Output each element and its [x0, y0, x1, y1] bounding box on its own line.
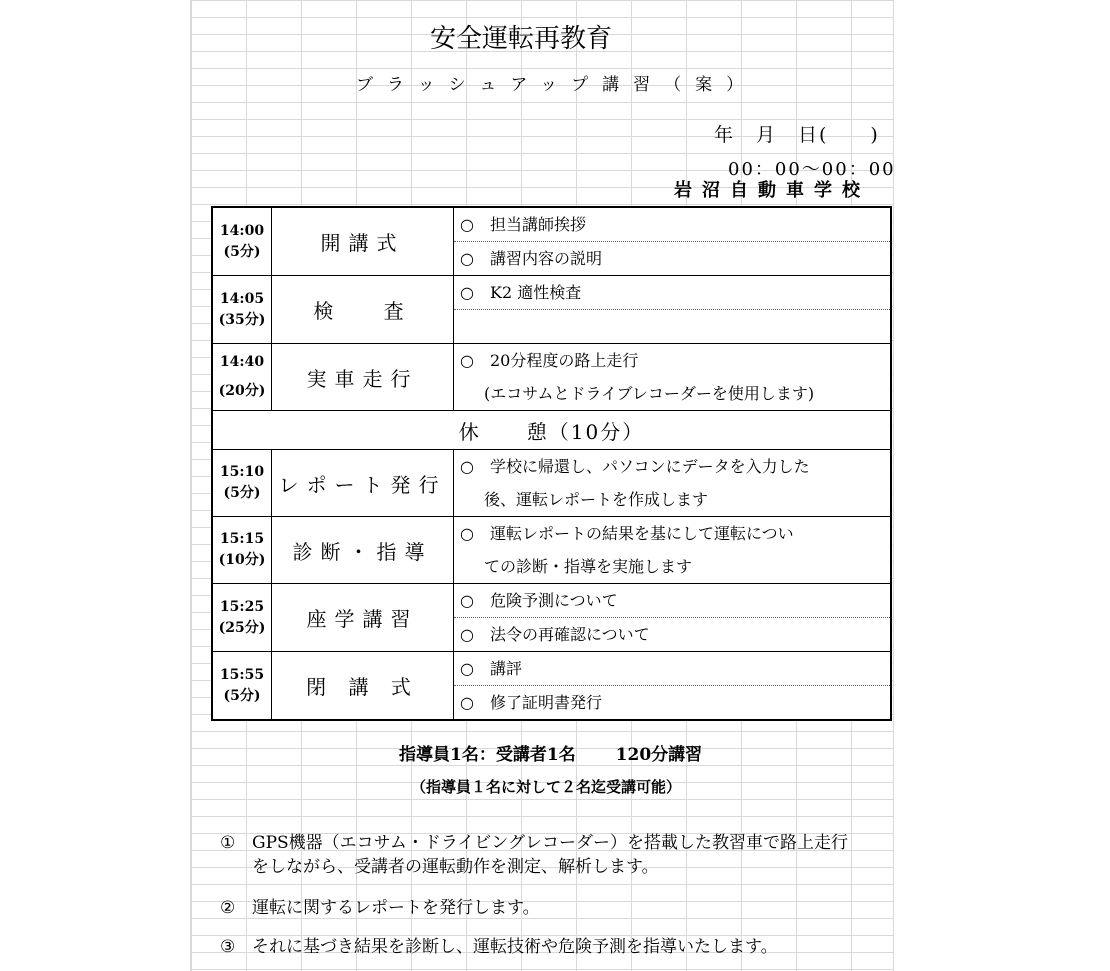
item-text: 講習内容の説明 — [490, 249, 603, 268]
items-cell — [454, 450, 892, 517]
circle-bullet: ○ — [460, 524, 474, 543]
row-duration: (35分) — [218, 311, 266, 328]
note-number: ① — [220, 833, 236, 853]
item-text: 20分程度の路上走行 — [490, 351, 639, 370]
time-cell — [212, 450, 272, 517]
items-cell — [454, 517, 892, 584]
schedule-table — [211, 206, 892, 721]
time-cell — [212, 276, 272, 344]
time-cell — [212, 517, 272, 584]
note-text: それに基づき結果を診断し、運転技術や危険予測を指導いたします。 — [252, 937, 778, 957]
time-cell — [212, 207, 272, 276]
list-item — [454, 517, 890, 550]
schedule-row — [212, 584, 891, 652]
event-name: 開講式 — [272, 207, 454, 276]
date-line: 年 月 日( ) — [714, 124, 880, 146]
list-item — [454, 618, 890, 651]
time-cell — [212, 344, 272, 411]
event-name: 検 査 — [272, 276, 454, 344]
circle-bullet: ○ — [460, 625, 474, 644]
circle-bullet: ○ — [460, 351, 474, 370]
event-name: 座学講習 — [272, 584, 454, 652]
break-cell — [212, 411, 891, 450]
time-range: 00：00～00：00 — [728, 159, 896, 180]
list-item: ての診断・指導を実施します — [484, 557, 693, 576]
event-name: レポート発行 — [272, 450, 454, 517]
row-time: 15:10 — [219, 464, 265, 480]
row-time: 14:05 — [219, 290, 265, 307]
list-item — [454, 242, 890, 275]
schedule-row — [212, 344, 891, 411]
time-cell — [212, 652, 272, 721]
summary-length: 120分講習 — [615, 745, 703, 765]
summary-ratio: 指導員1名：受講者1名 — [399, 745, 576, 765]
items-cell — [454, 652, 892, 721]
circle-bullet: ○ — [460, 591, 474, 610]
item-text: 法令の再確認について — [490, 625, 650, 644]
break-duration: （10分） — [548, 419, 645, 444]
circle-bullet: ○ — [460, 283, 474, 302]
item-text: 講評 — [490, 659, 523, 678]
note-text: GPS機器（エコサム・ドライビングレコーダー）を搭載した教習車で路上走行 — [252, 833, 848, 853]
note-text-continued: をしながら、受講者の運転動作を測定、解析します。 — [252, 857, 659, 877]
items-cell — [454, 344, 892, 411]
items-cell — [454, 207, 892, 276]
item-text: 担当講師挨拶 — [490, 215, 587, 234]
break-label: 憩 — [526, 419, 549, 444]
circle-bullet: ○ — [460, 659, 474, 678]
event-name: 実車走行 — [272, 344, 454, 411]
item-text: 修了証明書発行 — [490, 693, 603, 712]
item-text: 危険予測について — [490, 591, 618, 610]
row-duration: (20分) — [218, 383, 266, 399]
list-item: 後、運転レポートを作成します — [484, 490, 709, 509]
circle-bullet: ○ — [460, 249, 474, 268]
row-duration: (5分) — [223, 485, 261, 501]
list-item — [454, 652, 890, 686]
circle-bullet: ○ — [460, 215, 474, 234]
circle-bullet: ○ — [460, 693, 474, 712]
time-cell — [212, 584, 272, 652]
row-duration: (5分) — [223, 243, 261, 260]
schedule-row — [212, 652, 891, 721]
schedule-row — [212, 207, 891, 276]
list-item — [454, 344, 890, 377]
list-item — [454, 686, 890, 719]
row-time: 14:40 — [219, 354, 265, 370]
item-text: 運転レポートの結果を基にして運転につい — [490, 524, 794, 543]
row-duration: (10分) — [218, 552, 266, 568]
page-title: 安全運転再教育 — [430, 24, 613, 54]
list-item: (エコサムとドライブレコーダーを使用します) — [484, 384, 815, 403]
row-duration: (5分) — [223, 687, 261, 704]
break-label: 休 — [458, 419, 481, 444]
row-duration: (25分) — [218, 619, 266, 636]
list-item — [454, 584, 890, 618]
items-cell — [454, 584, 892, 652]
row-time: 15:15 — [219, 531, 265, 547]
schedule-row — [212, 450, 891, 517]
items-cell — [454, 276, 892, 344]
list-item-empty — [454, 310, 890, 343]
event-name: 閉 講 式 — [272, 652, 454, 721]
note-number: ③ — [220, 937, 236, 957]
list-item — [454, 208, 890, 242]
note-item — [220, 893, 540, 918]
note-item — [220, 932, 778, 957]
break-row — [212, 411, 891, 450]
note-number: ② — [220, 898, 236, 918]
item-text: K2 適性検査 — [490, 283, 582, 302]
row-time: 15:55 — [219, 666, 265, 683]
note-item — [220, 828, 848, 853]
list-item — [454, 276, 890, 310]
schedule-row — [212, 276, 891, 344]
row-time: 15:25 — [219, 598, 265, 615]
event-name: 診断・指導 — [272, 517, 454, 584]
item-text: 学校に帰還し、パソコンにデータを入力した — [490, 457, 810, 476]
page-subtitle: ブラッシュアップ講習（案） — [356, 75, 758, 95]
list-item — [454, 450, 890, 483]
schedule-row — [212, 517, 891, 584]
note-text: 運転に関するレポートを発行します。 — [252, 898, 540, 918]
summary-line — [399, 740, 702, 765]
row-time: 14:00 — [219, 222, 265, 239]
circle-bullet: ○ — [460, 457, 474, 476]
school-name: 岩沼自動車学校 — [674, 180, 870, 201]
summary-note: （指導員１名に対して２名迄受講可能） — [411, 778, 682, 796]
